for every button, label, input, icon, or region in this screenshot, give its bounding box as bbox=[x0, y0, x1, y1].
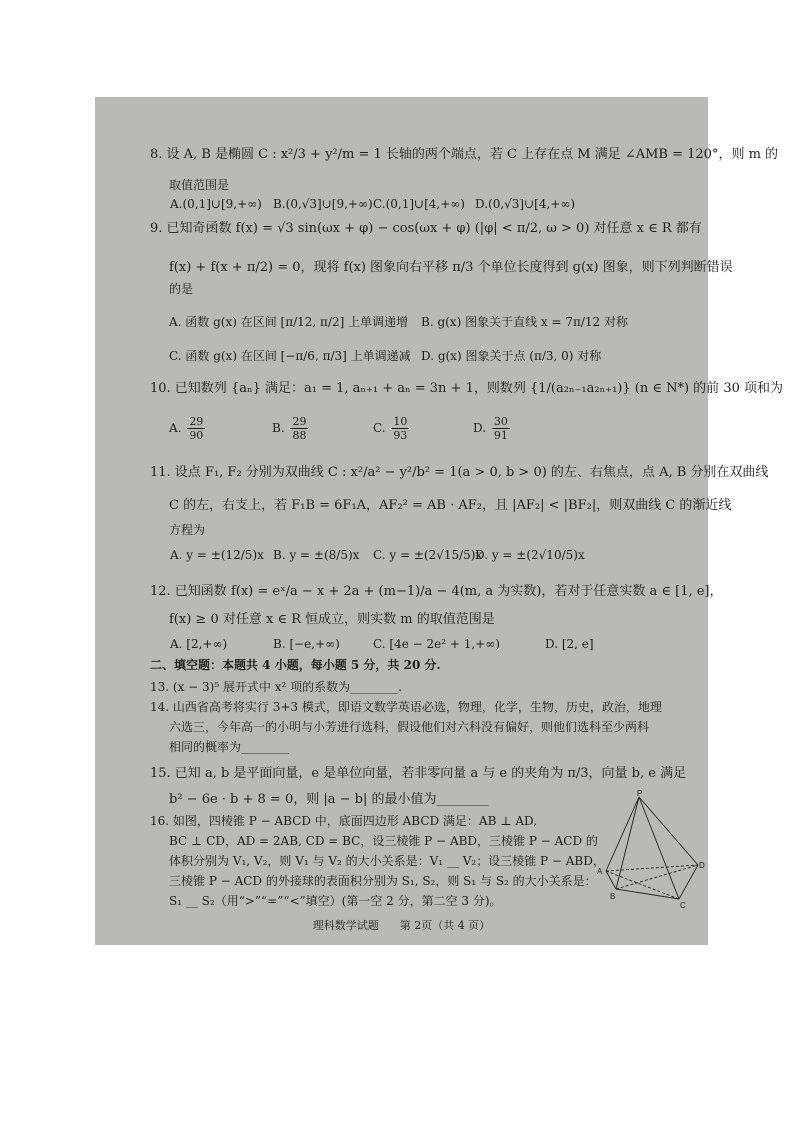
vertex-label-c: C bbox=[680, 901, 686, 910]
q9-line3: 的是 bbox=[169, 282, 194, 296]
section-2-heading: 二、填空题：本题共 4 小题，每小题 5 分，共 20 分. bbox=[150, 658, 441, 672]
q8-line2: 取值范围是 bbox=[169, 178, 230, 192]
edge-cd bbox=[679, 865, 698, 899]
q9-option-b: B. g(x) 图象关于直线 x = 7π/12 对称 bbox=[421, 315, 628, 329]
edge-bc bbox=[616, 889, 679, 899]
q11-option-b: B. y = ±(8/5)x bbox=[273, 548, 360, 562]
q12-line2: f(x) ≥ 0 对任意 x ∈ R 恒成立，则实数 m 的取值范围是 bbox=[169, 612, 495, 627]
q10-option-d bbox=[473, 415, 512, 442]
q14-line2: 六选三，今年高一的小明与小芳进行选科，假设他们对六科没有偏好，则他们选科至少两科 bbox=[169, 720, 650, 734]
q10-option-c bbox=[373, 415, 411, 442]
q11-line3: 方程为 bbox=[169, 523, 206, 537]
vertex-label-b: B bbox=[610, 892, 616, 901]
q16-line3: 体积分别为 V₁, V₂，则 V₁ 与 V₂ 的大小关系是：V₁ __ V₂；设三棱锥 P − ABD， bbox=[169, 854, 605, 868]
q15-line1: 15. 已知 a, b 是平面向量，e 是单位向量，若非零向量 a 与 e 的夹角为 π/3，向量 b, e 满足 bbox=[150, 766, 687, 781]
q10-option-a-denominator: 90 bbox=[189, 429, 204, 442]
q10-option-b-label: B. bbox=[272, 421, 285, 435]
q10-option-c-denominator: 93 bbox=[393, 429, 408, 442]
q14-line1: 14. 山西省高考将实行 3+3 模式，即语文数学英语必选，物理，化学，生物，历史，政治，地理 bbox=[150, 700, 662, 714]
q12-option-a: A. [2,+∞) bbox=[170, 637, 228, 651]
edge-ad-hidden bbox=[606, 865, 698, 871]
page-footer bbox=[95, 917, 708, 933]
edge-pc bbox=[639, 797, 679, 899]
exam-page bbox=[95, 97, 783, 945]
q11-option-c: C. y = ±(2√15/5)x bbox=[373, 548, 483, 562]
q10-stem: 10. 已知数列 {aₙ} 满足：a₁ = 1, aₙ₊₁ + aₙ = 3n + 1，则数列 {1/(a₂ₙ₋₁a₂ₙ₊₁)} (n ∈ N*) 的前 30 项和为 bbox=[150, 381, 783, 396]
q11-option-d: D. y = ±(2√10/5)x bbox=[475, 548, 585, 562]
q8-option-a: A.(0,1]∪[9,+∞) bbox=[170, 197, 262, 211]
diagonal-bd-hidden bbox=[616, 865, 698, 889]
q12-option-d: D. [2, e] bbox=[545, 637, 594, 651]
q16-line4: 三棱锥 P − ACD 的外接球的表面积分别为 S₁, S₂，则 S₁ 与 S₂ 的大小关系是： bbox=[169, 874, 597, 888]
edge-pd bbox=[639, 797, 698, 865]
q10-option-a-numerator: 29 bbox=[189, 415, 204, 428]
pyramid-diagram bbox=[594, 791, 706, 909]
q10-option-d-numerator: 30 bbox=[493, 415, 508, 428]
q14-line3: 相同的概率为________ bbox=[169, 740, 290, 754]
edge-ab bbox=[606, 871, 616, 889]
q8-line1: 8. 设 A, B 是椭圆 C : x²/3 + y²/m = 1 长轴的两个端点，若 C 上存在点 M 满足 ∠AMB = 120°，则 m 的 bbox=[150, 147, 779, 162]
q10-option-a bbox=[169, 415, 207, 442]
q15-line2: b² − 6e · b + 8 = 0，则 |a − b| 的最小值为________ bbox=[169, 792, 489, 807]
q10-option-d-label: D. bbox=[473, 421, 487, 435]
q9-line2: f(x) + f(x + π/2) = 0，现将 f(x) 图象向右平移 π/3 个单位长度得到 g(x) 图象，则下列判断错误 bbox=[169, 260, 733, 275]
q16-line1: 16. 如图，四棱锥 P − ABCD 中，底面四边形 ABCD 满足：AB ⊥ AD, bbox=[150, 814, 538, 828]
q10-option-b bbox=[272, 415, 310, 442]
q8-option-c: C.(0,1]∪[4,+∞) bbox=[373, 197, 465, 211]
q9-option-c: C. 函数 g(x) 在区间 [−π/6, π/3] 上单调递减 bbox=[169, 349, 411, 363]
q13: 13. (x − 3)⁵ 展开式中 x² 项的系数为________. bbox=[150, 680, 402, 694]
q16-line2: BC ⊥ CD，AD = 2AB, CD = BC，设三棱锥 P − ABD，三棱锥 P − ACD 的 bbox=[169, 834, 598, 848]
q16-line5: S₁ __ S₂（用“>”“=”“<”填空）(第一空 2 分，第二空 3 分)。 bbox=[169, 894, 502, 908]
q11-option-a: A. y = ±(12/5)x bbox=[170, 548, 264, 562]
q11-line1: 11. 设点 F₁, F₂ 分别为双曲线 C : x²/a² − y²/b² = 1(a > 0, b > 0) 的左、右焦点，点 A, B 分别在双曲线 bbox=[150, 465, 769, 480]
q9-line1: 9. 已知奇函数 f(x) = √3 sin(ωx + φ) − cos(ωx + φ) (|φ| < π/2, ω > 0) 对任意 x ∈ R 都有 bbox=[150, 221, 702, 236]
q9-option-a: A. 函数 g(x) 在区间 [π/12, π/2] 上单调递增 bbox=[169, 315, 409, 329]
vertex-label-d: D bbox=[699, 861, 705, 870]
vertex-label-a: A bbox=[597, 867, 603, 876]
footer-page-number: 第 2页（共 4 页） bbox=[399, 919, 491, 932]
q9-option-d: D. g(x) 图象关于点 (π/3, 0) 对称 bbox=[421, 349, 602, 363]
q8-option-d: D.(0,√3]∪[4,+∞) bbox=[475, 197, 576, 211]
q12-option-c: C. [4e − 2e² + 1,+∞) bbox=[373, 637, 500, 651]
q10-option-a-label: A. bbox=[169, 421, 182, 435]
q10-option-c-label: C. bbox=[373, 421, 386, 435]
edge-pb bbox=[616, 797, 639, 889]
edge-pa bbox=[606, 797, 639, 871]
q10-option-c-numerator: 10 bbox=[393, 415, 408, 428]
vertex-label-p: P bbox=[637, 789, 643, 798]
q12-option-b: B. [−e,+∞) bbox=[273, 637, 340, 651]
footer-title: 理科数学试题 bbox=[312, 919, 379, 932]
q10-option-d-denominator: 91 bbox=[493, 429, 508, 442]
q11-line2: C 的左，右支上，若 F₁B = 6F₁A，AF₂² = AB · AF₂，且 |AF₂| < |BF₂|，则双曲线 C 的渐近线 bbox=[169, 498, 732, 513]
q10-option-b-denominator: 88 bbox=[292, 429, 307, 442]
q10-option-b-numerator: 29 bbox=[292, 415, 307, 428]
q12-line1: 12. 已知函数 f(x) = eˣ/a − x + 2a + (m−1)/a − 4(m, a 为实数)，若对于任意实数 a ∈ [1, e]， bbox=[150, 584, 723, 599]
q8-option-b: B.(0,√3]∪[9,+∞) bbox=[273, 197, 373, 211]
